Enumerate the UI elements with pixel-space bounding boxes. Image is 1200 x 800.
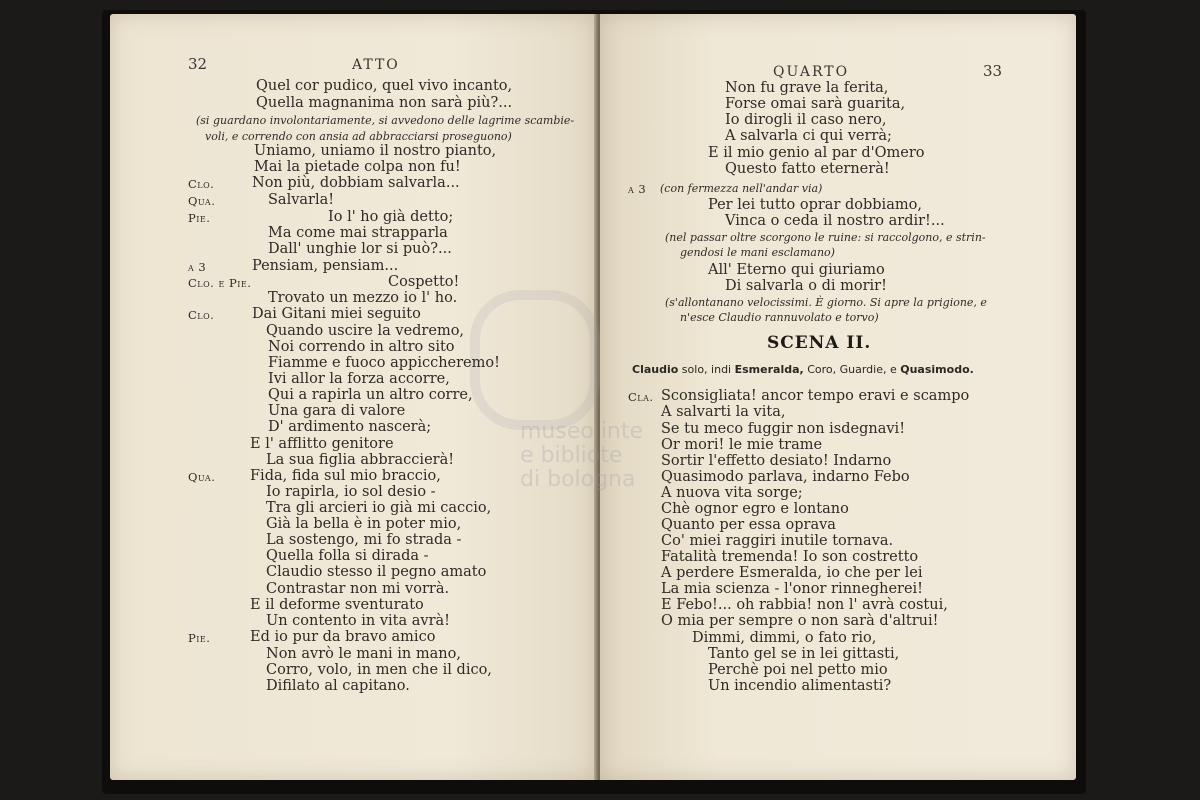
- verse-line: Una gara di valore: [268, 403, 406, 419]
- verse-line: Quel cor pudico, quel vivo incanto,: [256, 78, 513, 94]
- speaker-label: a 3: [628, 182, 647, 196]
- verse-line: Dimmi, dimmi, o fato rio,: [692, 630, 877, 646]
- stage-direction: (con fermezza nell'andar via): [660, 182, 823, 195]
- verse-line: All' Eterno qui giuriamo: [708, 262, 885, 278]
- stage-direction: (nel passar oltre scorgono le ruine: si raccolgono, e strin-: [665, 231, 986, 244]
- stage-direction: voli, e correndo con ansia ad abbracciarsi proseguono): [205, 130, 512, 143]
- left-page-number: 32: [188, 55, 208, 73]
- watermark-line: e bibliote: [520, 443, 623, 468]
- watermark-line: di bologna: [520, 467, 636, 492]
- verse-line: Se tu meco fuggir non isdegnavi!: [661, 421, 906, 437]
- verse-line: Ivi allor la forza accorre,: [268, 371, 450, 387]
- watermark-text: [520, 420, 680, 492]
- cast-name: Esmeralda,: [734, 363, 804, 376]
- verse-line: E il deforme sventurato: [250, 597, 424, 613]
- verse-line: Co' miei raggiri inutile tornava.: [661, 533, 894, 549]
- stage-direction: gendosi le mani esclamano): [680, 246, 835, 259]
- speaker-label: Clo. e Pie.: [188, 276, 252, 290]
- verse-line: Noi correndo in altro sito: [268, 339, 455, 355]
- verse-line: A salvarti la vita,: [661, 404, 786, 420]
- cast-text: Coro, Guardie, e: [803, 363, 901, 376]
- verse-line: Io dirogli il caso nero,: [725, 112, 887, 128]
- verse-line: Non avrò le mani in mano,: [266, 646, 461, 662]
- verse-line: Fatalità tremenda! Io son costretto: [661, 549, 919, 565]
- verse-line: Non fu grave la ferita,: [725, 80, 889, 96]
- verse-line: La sostengo, mi fo strada -: [266, 532, 462, 548]
- verse-line: Mai la pietade colpa non fu!: [254, 159, 461, 175]
- verse-line: Quella magnanima non sarà più?...: [256, 95, 513, 111]
- verse-line: Tra gli arcieri io già mi caccio,: [266, 500, 492, 516]
- verse-line: Forse omai sarà guarita,: [725, 96, 906, 112]
- stage-direction: (si guardano involontariamente, si avvedono delle lagrime scambie-: [196, 114, 575, 127]
- verse-line: Io rapirla, io sol desio -: [266, 484, 436, 500]
- verse-line: Questo fatto eternerà!: [725, 161, 890, 177]
- speaker-label: Pie.: [188, 631, 211, 645]
- verse-line: Un incendio alimentasti?: [708, 678, 892, 694]
- verse-line: Dai Gitani miei seguito: [252, 306, 421, 322]
- verse-line: Or mori! le mie trame: [661, 437, 823, 453]
- verse-line: Di salvarla o di morir!: [725, 278, 887, 294]
- verse-line: E il mio genio al par d'Omero: [708, 145, 925, 161]
- verse-line: Io l' ho già detto;: [328, 209, 454, 225]
- verse-line: Fida, fida sul mio braccio,: [250, 468, 441, 484]
- verse-line: D' ardimento nascerà;: [268, 419, 432, 435]
- watermark-line: museo inte: [520, 419, 644, 444]
- verse-line: A salvarla ci qui verrà;: [725, 128, 892, 144]
- speaker-label: Qua.: [188, 470, 216, 484]
- verse-line: Salvarla!: [268, 192, 335, 208]
- verse-line: Tanto gel se in lei gittasti,: [708, 646, 900, 662]
- verse-line: E Febo!... oh rabbia! non l' avrà costui,: [661, 597, 948, 613]
- verse-line: Cospetto!: [388, 274, 460, 290]
- verse-line: Dall' unghie lor si può?...: [268, 241, 452, 257]
- verse-line: Vinca o ceda il nostro ardir!...: [725, 213, 945, 229]
- cast-name: Quasimodo.: [900, 363, 974, 376]
- verse-line: Qui a rapirla un altro corre,: [268, 387, 473, 403]
- verse-line: La mia scienza - l'onor rinnegherei!: [661, 581, 924, 597]
- speaker-label: Clo.: [188, 177, 215, 191]
- left-page-header: ATTO: [352, 57, 400, 73]
- speaker-label: Qua.: [188, 194, 216, 208]
- verse-line: Pensiam, pensiam...: [252, 258, 399, 274]
- verse-line: Trovato un mezzo io l' ho.: [268, 290, 458, 306]
- right-page-header: QUARTO: [773, 64, 850, 80]
- verse-line: Sconsigliata! ancor tempo eravi e scampo: [661, 388, 970, 404]
- speaker-label: Pie.: [188, 211, 211, 225]
- verse-line: A nuova vita sorge;: [661, 485, 803, 501]
- scene-cast: [632, 363, 974, 376]
- right-page-number: 33: [983, 62, 1003, 80]
- verse-line: Un contento in vita avrà!: [266, 613, 451, 629]
- verse-line: Quasimodo parlava, indarno Febo: [661, 469, 910, 485]
- verse-line: Sortir l'effetto desiato! Indarno: [661, 453, 892, 469]
- verse-line: A perdere Esmeralda, io che per lei: [661, 565, 923, 581]
- verse-line: E l' afflitto genitore: [250, 436, 394, 452]
- cast-name: Claudio: [632, 363, 679, 376]
- stage-direction: (s'allontanano velocissimi. È giorno. Si apre la prigione, e: [665, 296, 987, 309]
- verse-line: Perchè poi nel petto mio: [708, 662, 888, 678]
- speaker-label: Clo.: [188, 308, 215, 322]
- verse-line: Contrastar non mi vorrà.: [266, 581, 450, 597]
- verse-line: Ma come mai strapparla: [268, 225, 448, 241]
- speaker-label: a 3: [188, 260, 207, 274]
- verse-line: Ed io pur da bravo amico: [250, 629, 436, 645]
- verse-line: Quando uscire la vedremo,: [266, 323, 465, 339]
- verse-line: La sua figlia abbraccierà!: [266, 452, 455, 468]
- verse-line: Quella folla si dirada -: [266, 548, 429, 564]
- verse-line: Uniamo, uniamo il nostro pianto,: [254, 143, 497, 159]
- verse-line: Claudio stesso il pegno amato: [266, 564, 487, 580]
- verse-line: Chè ognor egro e lontano: [661, 501, 849, 517]
- verse-line: O mia per sempre o non sarà d'altrui!: [661, 613, 939, 629]
- stage-direction: n'esce Claudio rannuvolato e torvo): [680, 311, 879, 324]
- verse-line: Per lei tutto oprar dobbiamo,: [708, 197, 922, 213]
- verse-line: Non più, dobbiam salvarla...: [252, 175, 460, 191]
- verse-line: Già la bella è in poter mio,: [266, 516, 462, 532]
- speaker-label: Cla.: [628, 390, 654, 404]
- verse-line: Fiamme e fuoco appiccheremo!: [268, 355, 500, 371]
- scene-title: SCENA II.: [767, 333, 872, 353]
- verse-line: Difilato al capitano.: [266, 678, 410, 694]
- verse-line: Corro, volo, in men che il dico,: [266, 662, 492, 678]
- cast-text: solo, indi: [678, 363, 735, 376]
- verse-line: Quanto per essa oprava: [661, 517, 836, 533]
